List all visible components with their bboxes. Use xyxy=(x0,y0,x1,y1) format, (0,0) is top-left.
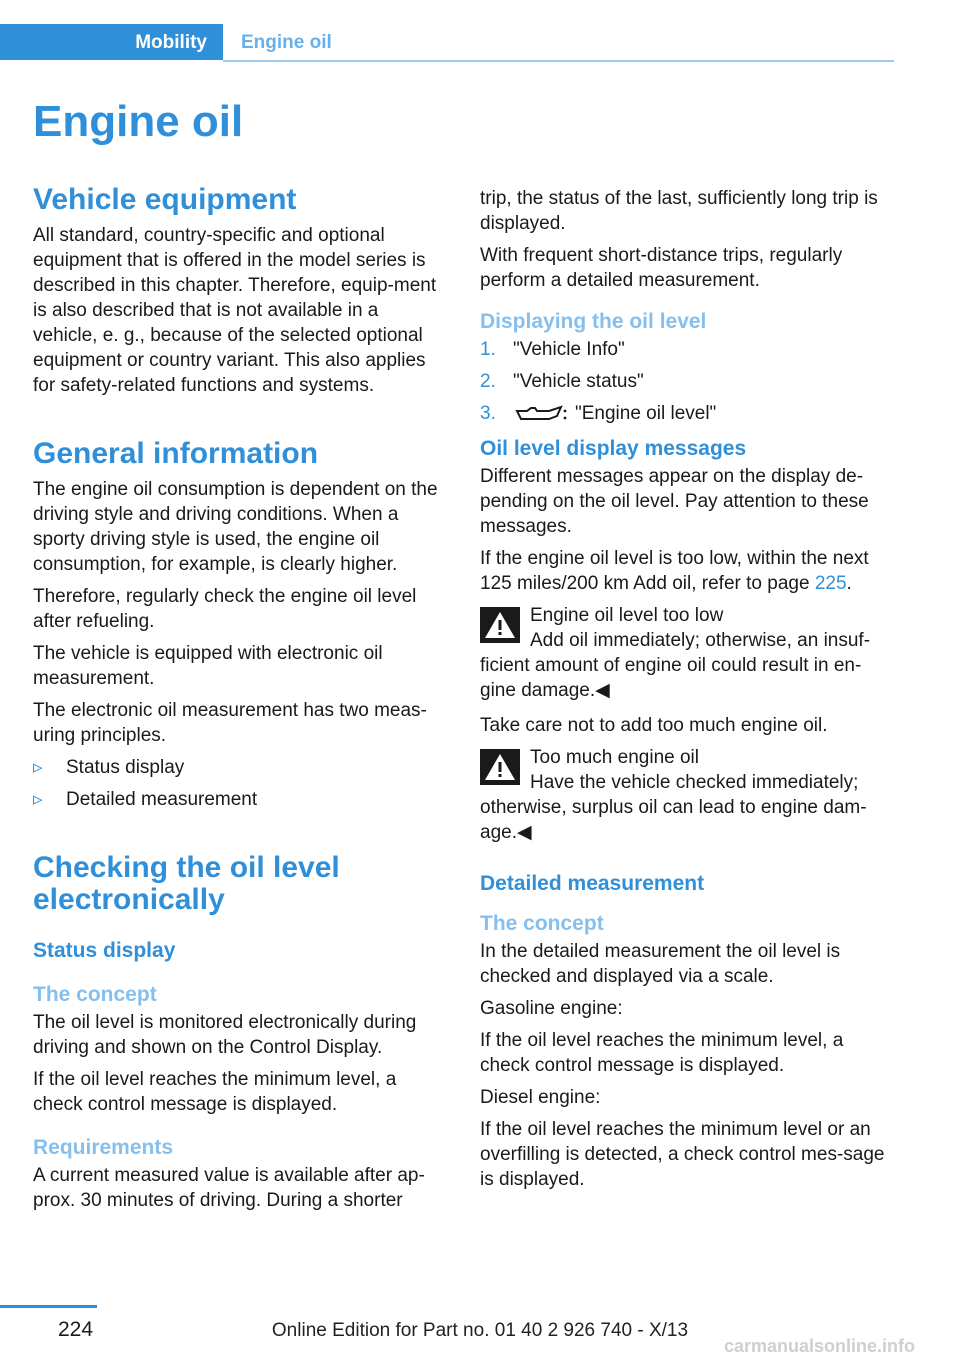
diesel-text: If the oil level reaches the minimum level or an overfilling is detected, a check control mes-sage is displayed. xyxy=(480,1119,885,1190)
detailed-p1: In the detailed measurement the oil level is checked and displayed via a scale. xyxy=(480,941,841,987)
requirements-heading: Requirements xyxy=(33,1136,174,1159)
concept-p2: If the oil level reaches the minimum level, a check control message is displayed. xyxy=(33,1069,397,1115)
vehicle-equipment-text: All standard, country-specific and optional equipment that is offered in the model series is described in this chapter. Therefore, equip-ment is also described that is not available in a vehicle, e. g., because of the selected optional equipment or country variant. This also applies for safety-related functions and systems. xyxy=(33,225,437,396)
warning-triangle-icon xyxy=(480,607,520,643)
general-p3: The vehicle is equipped with electronic oil measurement. xyxy=(33,643,383,689)
tab-engine-oil[interactable]: Engine oil xyxy=(241,32,332,53)
gasoline-text: If the oil level reaches the minimum level, a check control message is displayed. xyxy=(480,1030,844,1076)
too-much-text: Take care not to add too much engine oil. xyxy=(480,715,828,736)
trip-continuation: trip, the status of the last, sufficiently long trip is displayed. xyxy=(480,188,878,234)
footer-edition: Online Edition for Part no. 01 40 2 926 740 - X/13 xyxy=(271,1320,689,1341)
concept-p1: The oil level is monitored electronically during driving and shown on the Control Display. xyxy=(33,1012,417,1058)
warning-too-low xyxy=(480,603,894,703)
warning-title: Engine oil level too low xyxy=(530,605,724,626)
list-item: 2. "Vehicle status" xyxy=(480,371,644,392)
steps-list xyxy=(480,337,894,426)
list-item: ▹ Status display xyxy=(33,755,447,780)
list-item: ▹ Detailed measurement xyxy=(33,787,447,812)
list-item: 3. "Engine oil level" xyxy=(480,403,717,424)
gasoline-label: Gasoline engine: xyxy=(480,998,623,1019)
messages-text: Different messages appear on the display de-pending on the oil level. Pay attention to these messages. xyxy=(480,466,869,537)
footer-rule xyxy=(0,1305,97,1308)
general-p4: The electronic oil measurement has two meas-uring principles. xyxy=(33,700,427,746)
warning-too-much xyxy=(480,745,894,845)
left-column xyxy=(33,184,447,1220)
tab-mobility[interactable]: Mobility xyxy=(0,24,223,60)
page-number: 224 xyxy=(58,1318,94,1341)
general-p2: Therefore, regularly check the engine oil level after refueling. xyxy=(33,586,417,632)
warning-triangle-icon xyxy=(480,749,520,785)
page-link[interactable]: 225 xyxy=(814,573,847,594)
vehicle-equipment-heading: Vehicle equipment xyxy=(33,183,297,216)
page-title: Engine oil xyxy=(33,97,244,146)
warning-text: Add oil immediately; otherwise, an insuf-ficient amount of engine oil could result in en-gine damage.◀ xyxy=(480,630,871,701)
right-column xyxy=(480,186,894,1199)
general-information-heading: General information xyxy=(33,437,319,470)
header-rule xyxy=(223,60,894,62)
requirements-text: A current measured value is available after ap-prox. 30 minutes of driving. During a shorter xyxy=(33,1165,425,1211)
detailed-concept-heading: The concept xyxy=(480,912,604,935)
warning-text: Have the vehicle checked immediately; otherwise, surplus oil can lead to engine dam-age.◀ xyxy=(480,772,867,843)
list-item: 1. "Vehicle Info" xyxy=(480,339,625,360)
too-low-text: If the engine oil level is too low, within the next 125 miles/200 km Add oil, refer to page 225. xyxy=(480,548,869,594)
header-tabs xyxy=(0,24,894,60)
diesel-label: Diesel engine: xyxy=(480,1087,601,1108)
concept-heading: The concept xyxy=(33,983,157,1006)
checking-oil-heading: Checking the oil level electronically xyxy=(33,851,340,916)
short-trips-text: With frequent short-distance trips, regularly perform a detailed measurement. xyxy=(480,245,843,291)
warning-title: Too much engine oil xyxy=(530,747,699,768)
watermark: carmanualsonline.info xyxy=(724,1336,916,1356)
oil-can-icon xyxy=(513,404,569,424)
status-display-heading: Status display xyxy=(33,939,176,962)
messages-heading: Oil level display messages xyxy=(480,437,747,460)
general-p1: The engine oil consumption is dependent on the driving style and driving conditions. When a sporty driving style is used, the engine oil consumption, for example, is clearly higher. xyxy=(33,479,438,575)
principles-list xyxy=(33,755,447,812)
detailed-measurement-heading: Detailed measurement xyxy=(480,872,705,895)
displaying-oil-heading: Displaying the oil level xyxy=(480,310,707,333)
